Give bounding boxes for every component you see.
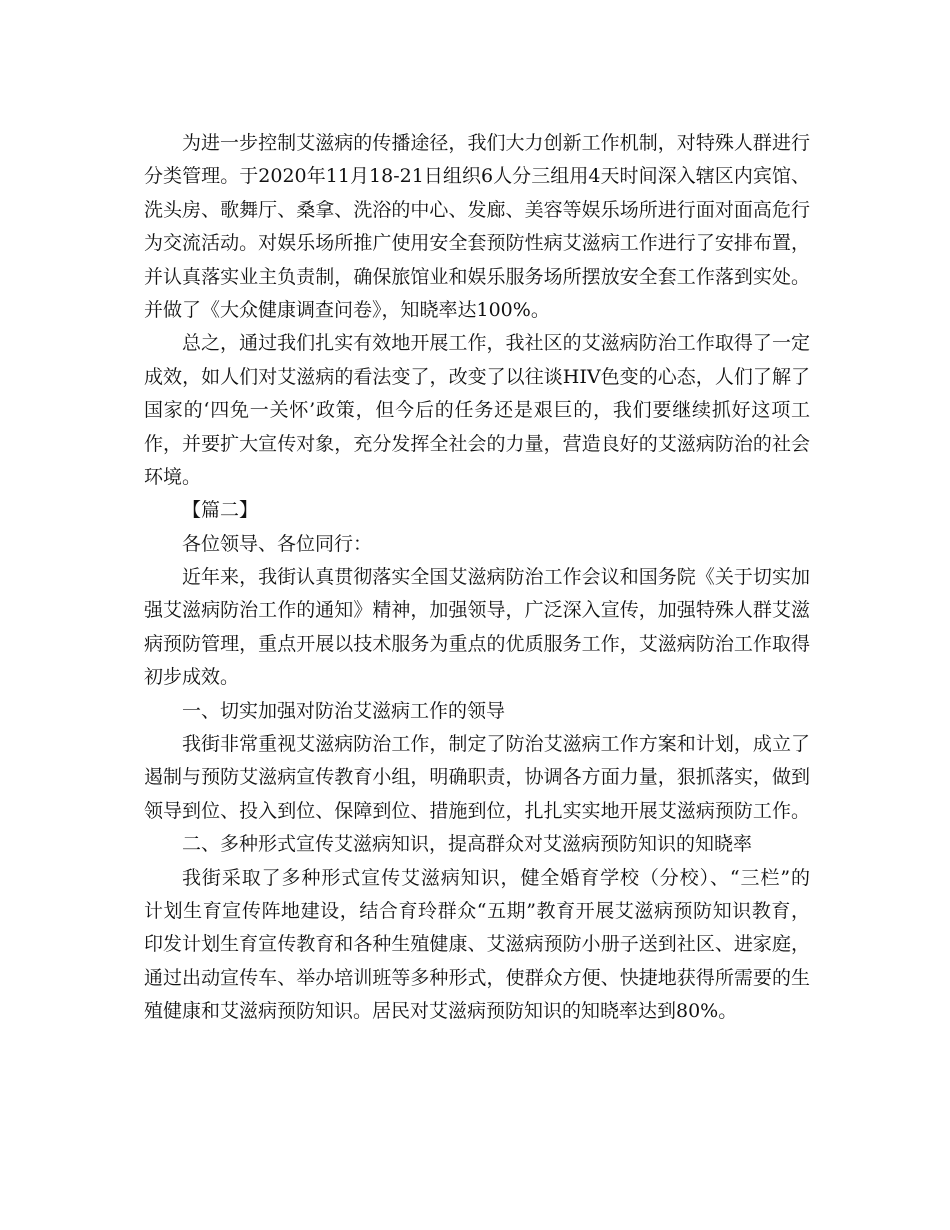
text-line: 强艾滋病防治工作的通知》精神，加强领导，广泛深入宣传，加强特殊人群艾滋 [144, 599, 810, 622]
text-line: 洗头房、歌舞厅、桑拿、洗浴的中心、发廊、美容等娱乐场所进行面对面高危行 [144, 198, 810, 221]
text-line: 初步成效。 [144, 666, 240, 689]
text-line: 遏制与预防艾滋病宣传教育小组，明确职责，协调各方面力量，狠抓落实，做到 [144, 766, 810, 789]
text-line: 各位领导、各位同行： [182, 532, 373, 555]
text-line: 并做了《大众健康调查问卷》，知晓率达100%。 [144, 298, 550, 321]
text-line: 国家的‘四免一关怀’政策，但今后的任务还是艰巨的，我们要继续抓好这项工 [144, 399, 810, 422]
text-line: 殖健康和艾滋病预防知识。居民对艾滋病预防知识的知晓率达到80%。 [144, 1000, 738, 1023]
text-line: 二、多种形式宣传艾滋病知识，提高群众对艾滋病预防知识的知晓率 [182, 833, 753, 856]
text-line: 为进一步控制艾滋病的传播途径，我们大力创新工作机制，对特殊人群进行 [182, 132, 810, 154]
document-body [144, 127, 810, 1029]
text-line: 分类管理。于2020年11月18-21日组织6人分三组用4天时间深入辖区内宾馆、 [144, 165, 810, 188]
text-line: 并认真落实业主负责制，确保旅馆业和娱乐服务场所摆放安全套工作落到实处。 [144, 265, 810, 288]
text-line: 环境。 [144, 465, 202, 488]
text-line: 我街采取了多种形式宣传艾滋病知识，健全婚育学校（分校）、“三栏”的 [182, 866, 810, 889]
text-line: 印发计划生育宣传教育和各种生殖健康、艾滋病预防小册子送到社区、进家庭， [144, 933, 810, 956]
text-line: 总之，通过我们扎实有效地开展工作，我社区的艾滋病防治工作取得了一定 [182, 332, 810, 355]
text-line: 成效，如人们对艾滋病的看法变了，改变了以往谈HIV色变的心态，人们了解了 [144, 365, 810, 388]
text-line: 通过出动宣传车、举办培训班等多种形式，使群众方便、快捷地获得所需要的生 [144, 966, 810, 989]
text-line: 【篇二】 [182, 499, 259, 522]
text-line: 为交流活动。对娱乐场所推广使用安全套预防性病艾滋病工作进行了安排布置， [144, 232, 810, 255]
text-line: 一、切实加强对防治艾滋病工作的领导 [182, 699, 506, 722]
text-line: 近年来，我街认真贯彻落实全国艾滋病防治工作会议和国务院《关于切实加 [182, 566, 810, 589]
text-line: 计划生育宣传阵地建设，结合育玲群众“五期”教育开展艾滋病预防知识教育， [144, 899, 810, 922]
text-line: 病预防管理，重点开展以技术服务为重点的优质服务工作，艾滋病防治工作取得 [144, 632, 810, 655]
text-line: 我街非常重视艾滋病防治工作，制定了防治艾滋病工作方案和计划，成立了 [182, 733, 810, 756]
text-line: 作，并要扩大宣传对象，充分发挥全社会的力量，营造良好的艾滋病防治的社会 [144, 432, 810, 455]
text-line: 领导到位、投入到位、保障到位、措施到位，扎扎实实地开展艾滋病预防工作。 [144, 799, 810, 822]
